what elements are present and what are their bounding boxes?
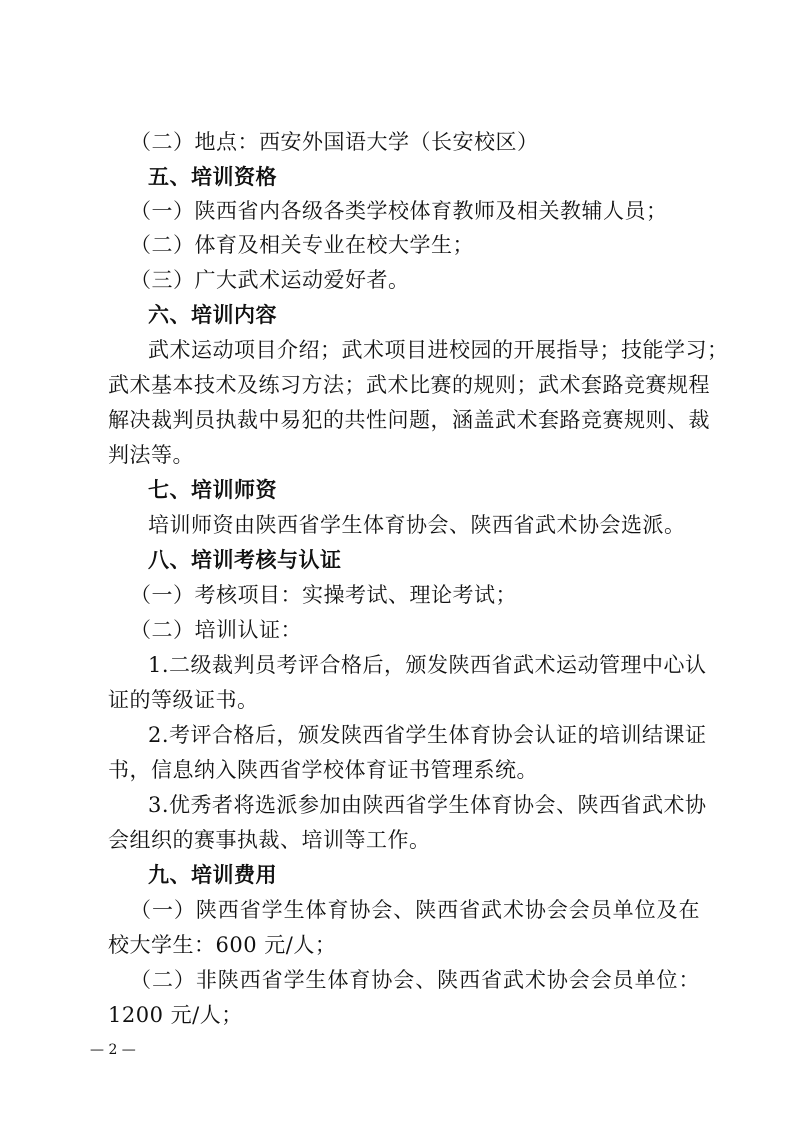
heading-content: 六、培训内容 (148, 303, 277, 327)
venue-line: （二）地点：西安外国语大学（长安校区） (130, 130, 539, 154)
eligibility-item-1: （一）陕西省内各级各类学校体育教师及相关教辅人员； (130, 199, 668, 223)
heading-assessment: 八、培训考核与认证 (148, 548, 342, 572)
certification-item-3-line-1: 3.优秀者将选派参加由陕西省学生体育协会、陕西省武术协 (148, 793, 707, 817)
fee-item-2-line-2: 1200 元/人； (108, 1003, 243, 1027)
heading-eligibility: 五、培训资格 (148, 165, 277, 189)
fee-item-1-line-2: 校大学生：600 元/人； (108, 933, 337, 957)
page-number: — 2 — (90, 1042, 136, 1058)
certification-item-1-line-1: 1.二级裁判员考评合格后，颁发陕西省武术运动管理中心认 (148, 653, 707, 677)
assessment-item-1: （一）考核项目：实操考试、理论考试； (130, 583, 517, 607)
certification-item-3-line-2: 会组织的赛事执裁、培训等工作。 (108, 828, 431, 852)
certification-item-1-line-2: 证的等级证书。 (108, 688, 259, 712)
content-paragraph-line-1: 武术运动项目介绍；武术项目进校园的开展指导；技能学习； (148, 338, 729, 362)
assessment-item-2: （二）培训认证： (130, 618, 302, 642)
eligibility-item-3: （三）广大武术运动爱好者。 (130, 268, 410, 292)
heading-fees: 九、培训费用 (148, 863, 277, 887)
instructors-paragraph: 培训师资由陕西省学生体育协会、陕西省武术协会选派。 (148, 513, 686, 537)
content-paragraph-line-2: 武术基本技术及练习方法；武术比赛的规则；武术套路竞赛规程 (108, 373, 710, 397)
eligibility-item-2: （二）体育及相关专业在校大学生； (130, 233, 474, 257)
content-paragraph-line-4: 判法等。 (108, 443, 194, 467)
heading-instructors: 七、培训师资 (148, 478, 277, 502)
certification-item-2-line-1: 2.考评合格后，颁发陕西省学生体育协会认证的培训结课证 (148, 723, 707, 747)
fee-item-1-line-1: （一）陕西省学生体育协会、陕西省武术协会会员单位及在 (130, 898, 700, 922)
fee-item-2-line-1: （二）非陕西省学生体育协会、陕西省武术协会会员单位： (130, 968, 700, 992)
content-paragraph-line-3: 解决裁判员执裁中易犯的共性问题，涵盖武术套路竞赛规则、裁 (108, 408, 710, 432)
certification-item-2-line-2: 书，信息纳入陕西省学校体育证书管理系统。 (108, 758, 538, 782)
